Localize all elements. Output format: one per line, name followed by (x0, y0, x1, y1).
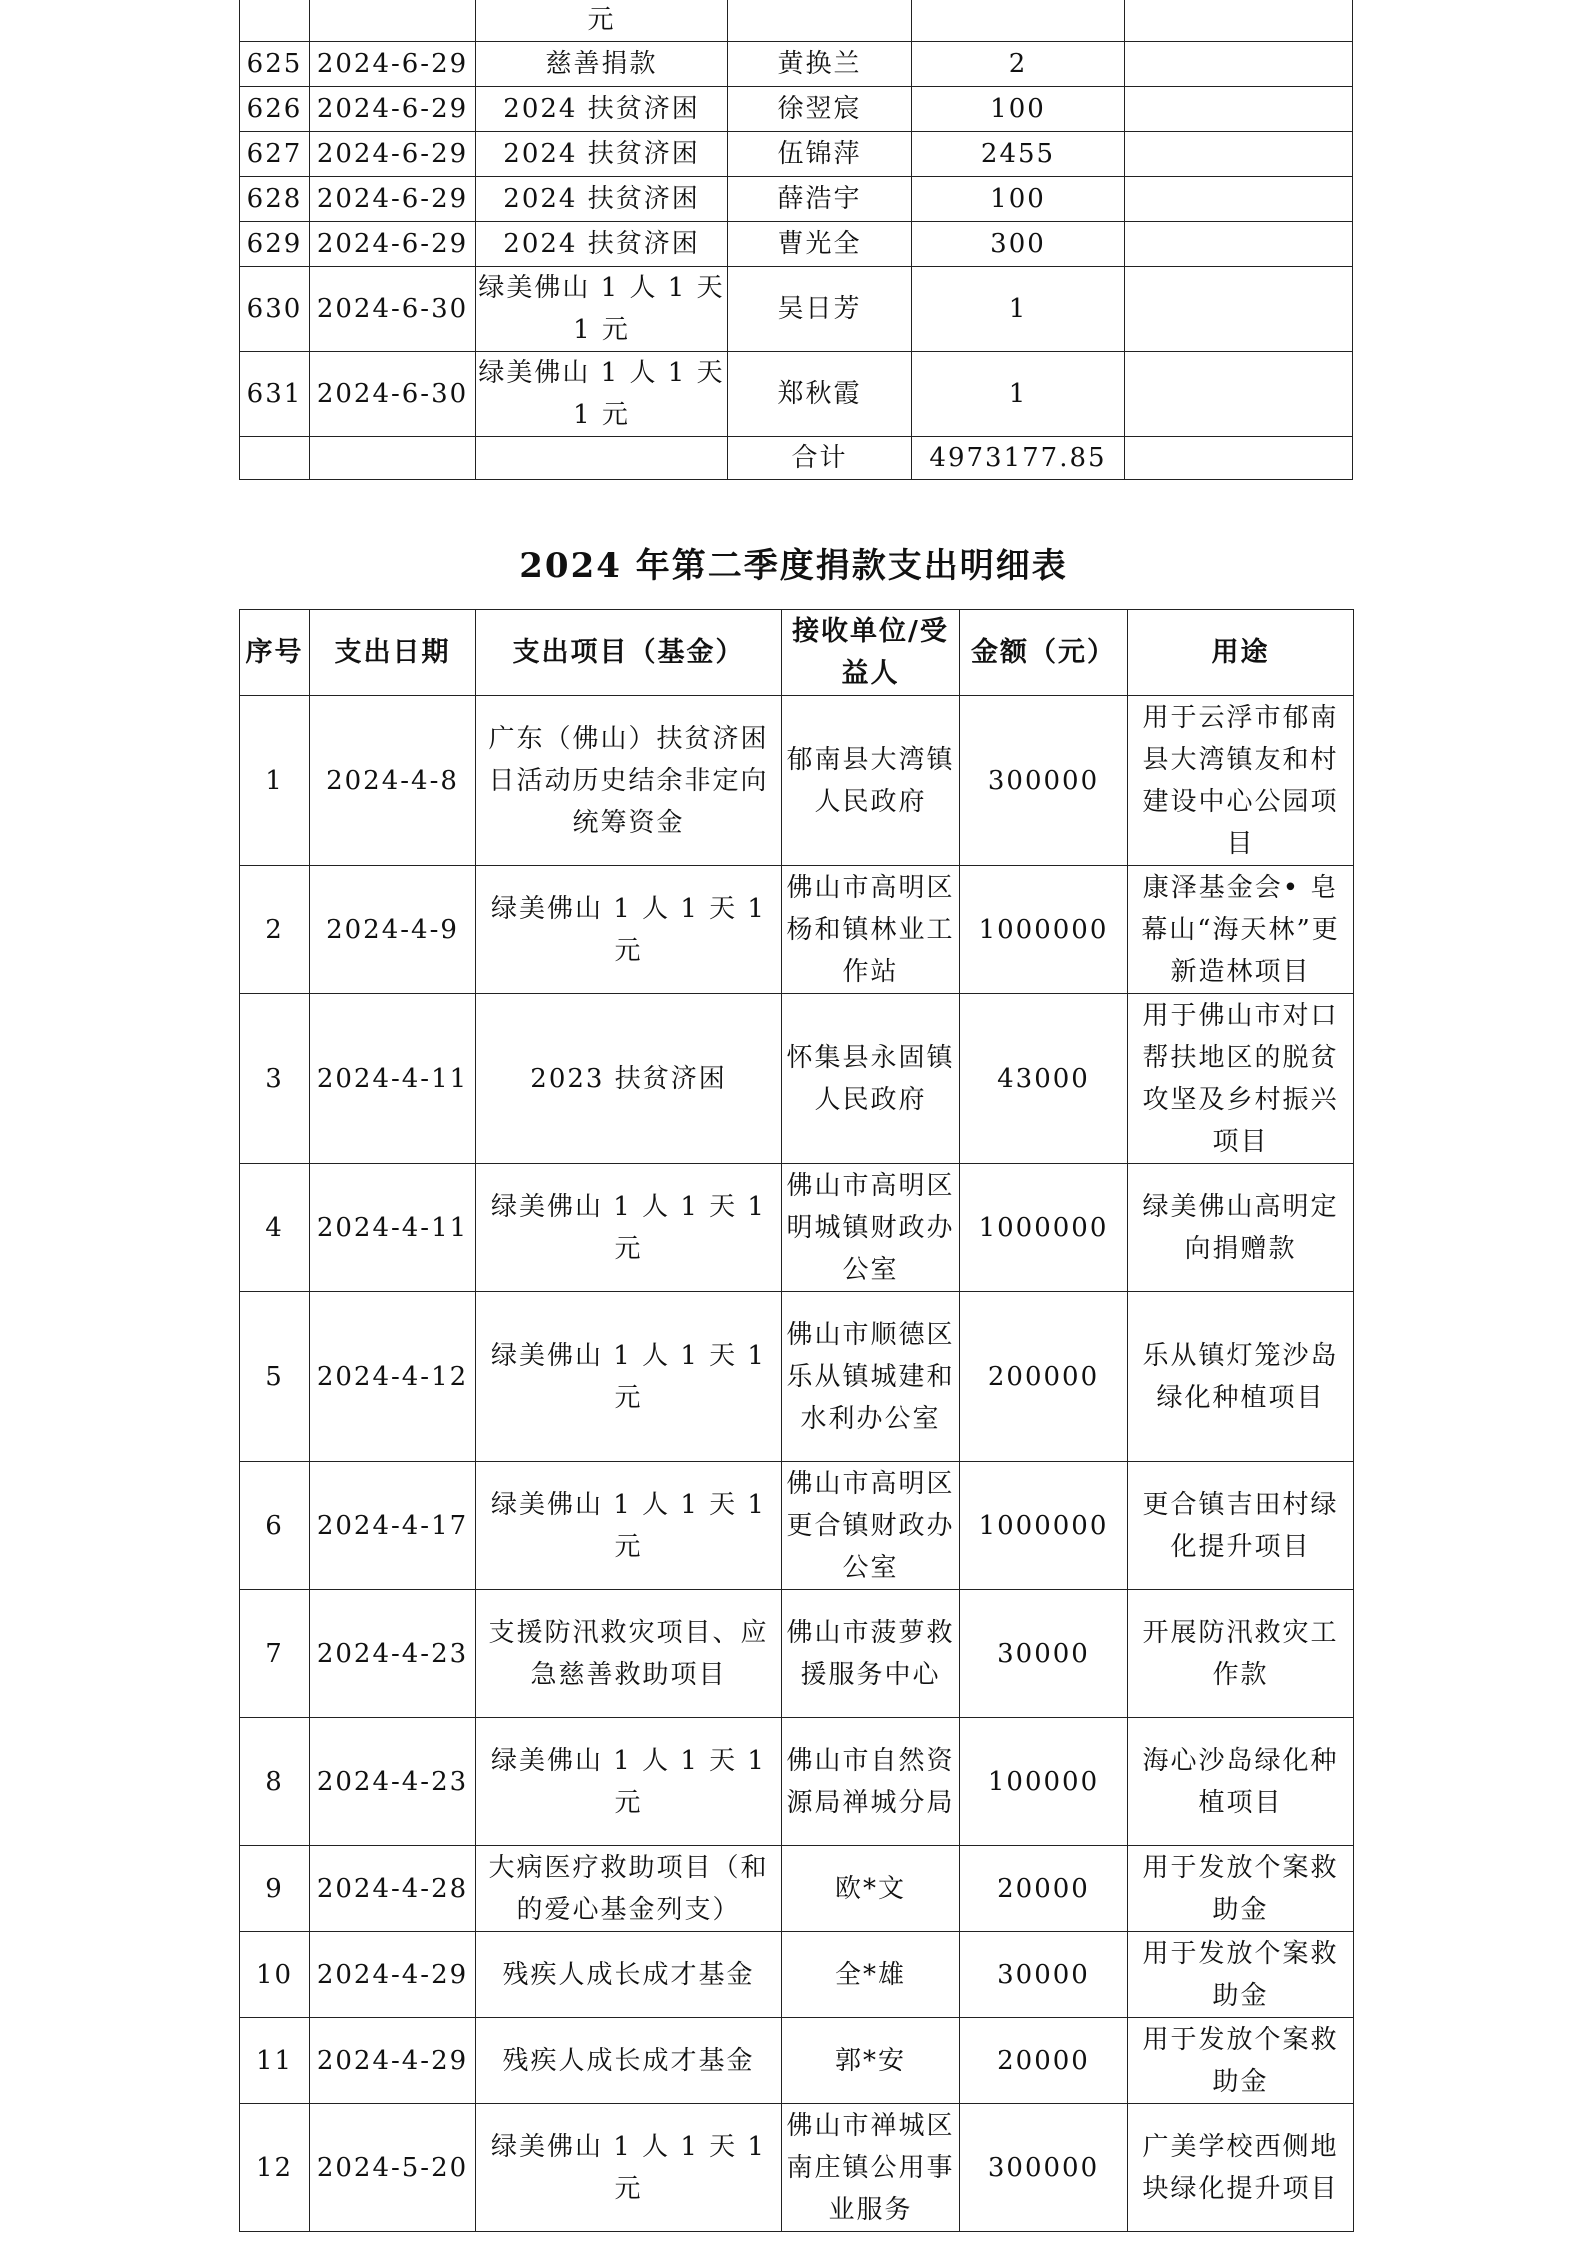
table-header-row (240, 610, 1354, 696)
no-cell: 6 (240, 1462, 310, 1590)
recipient-cell: 怀集县永固镇人民政府 (782, 994, 960, 1164)
usage-cell: 广美学校西侧地块绿化提升项目 (1128, 2104, 1354, 2232)
date-cell: 2024-4-11 (310, 1164, 476, 1292)
project-cell: 绿美佛山 1 人 1 天 1 元 (476, 1292, 782, 1462)
amount-cell: 1 (912, 352, 1125, 437)
project-cell: 绿美佛山 1 人 1 天 1 元 (476, 352, 728, 437)
usage-cell: 更合镇吉田村绿化提升项目 (1128, 1462, 1354, 1590)
project-cell: 2024 扶贫济困 (476, 177, 728, 222)
recipient-cell: 欧*文 (782, 1846, 960, 1932)
note-cell (1125, 42, 1353, 87)
donation-income-table (239, 0, 1353, 480)
usage-cell: 绿美佛山高明定向捐赠款 (1128, 1164, 1354, 1292)
note-cell (1125, 352, 1353, 437)
note-cell (1125, 132, 1353, 177)
donor-cell: 吴日芳 (728, 267, 912, 352)
table-row (240, 866, 1354, 994)
no-cell: 628 (240, 177, 310, 222)
no-cell: 630 (240, 267, 310, 352)
header-project: 支出项目（基金） (476, 610, 782, 696)
header-amount: 金额（元） (960, 610, 1128, 696)
usage-cell: 用于发放个案救助金 (1128, 2018, 1354, 2104)
amount-cell: 20000 (960, 2018, 1128, 2104)
project-cell: 绿美佛山 1 人 1 天 1 元 (476, 2104, 782, 2232)
amount-cell: 2455 (912, 132, 1125, 177)
usage-cell: 乐从镇灯笼沙岛绿化种植项目 (1128, 1292, 1354, 1462)
date-cell: 2024-4-12 (310, 1292, 476, 1462)
donor-cell: 徐翌宸 (728, 87, 912, 132)
project-cell: 绿美佛山 1 人 1 天 1 元 (476, 267, 728, 352)
amount-cell: 43000 (960, 994, 1128, 1164)
total-row (240, 437, 1353, 480)
project-cell: 支援防汛救灾项目、应急慈善救助项目 (476, 1590, 782, 1718)
amount-cell: 200000 (960, 1292, 1128, 1462)
usage-cell: 康泽基金会• 皂幕山“海天林”更新造林项目 (1128, 866, 1354, 994)
usage-cell: 用于佛山市对口帮扶地区的脱贫攻坚及乡村振兴项目 (1128, 994, 1354, 1164)
project-cell: 绿美佛山 1 人 1 天 1 元 (476, 1462, 782, 1590)
date-cell: 2024-6-29 (310, 222, 476, 267)
note-cell (1125, 222, 1353, 267)
amount-cell: 1 (912, 267, 1125, 352)
project-cell: 广东（佛山）扶贫济困日活动历史结余非定向统筹资金 (476, 696, 782, 866)
no-cell: 625 (240, 42, 310, 87)
project-cell: 大病医疗救助项目（和的爱心基金列支） (476, 1846, 782, 1932)
no-cell: 7 (240, 1590, 310, 1718)
date-cell: 2024-6-29 (310, 42, 476, 87)
recipient-cell: 佛山市高明区明城镇财政办公室 (782, 1164, 960, 1292)
recipient-cell: 佛山市顺德区乐从镇城建和水利办公室 (782, 1292, 960, 1462)
date-cell: 2024-6-29 (310, 177, 476, 222)
recipient-cell: 佛山市菠萝救援服务中心 (782, 1590, 960, 1718)
recipient-cell: 佛山市禅城区南庄镇公用事业服务 (782, 2104, 960, 2232)
amount-cell: 2 (912, 42, 1125, 87)
recipient-cell: 郁南县大湾镇人民政府 (782, 696, 960, 866)
amount-cell: 1000000 (960, 866, 1128, 994)
header-no: 序号 (240, 610, 310, 696)
date-cell: 2024-4-29 (310, 1932, 476, 2018)
no-cell: 5 (240, 1292, 310, 1462)
note-cell (1125, 267, 1353, 352)
donor-cell: 薛浩宇 (728, 177, 912, 222)
no-cell: 9 (240, 1846, 310, 1932)
donor-cell: 伍锦萍 (728, 132, 912, 177)
amount-cell: 100 (912, 87, 1125, 132)
amount-cell: 30000 (960, 1590, 1128, 1718)
usage-cell: 用于发放个案救助金 (1128, 1846, 1354, 1932)
usage-cell: 海心沙岛绿化种植项目 (1128, 1718, 1354, 1846)
recipient-cell: 郭*安 (782, 2018, 960, 2104)
amount-cell: 300000 (960, 696, 1128, 866)
amount-cell: 100 (912, 177, 1125, 222)
table-row (240, 267, 1353, 352)
date-cell: 2024-4-23 (310, 1590, 476, 1718)
recipient-cell: 全*雄 (782, 1932, 960, 2018)
recipient-cell: 佛山市高明区更合镇财政办公室 (782, 1462, 960, 1590)
table-row (240, 1292, 1354, 1462)
table-row (240, 1590, 1354, 1718)
table-row (240, 132, 1353, 177)
table-row (240, 994, 1354, 1164)
amount-cell: 300 (912, 222, 1125, 267)
table-row (240, 87, 1353, 132)
table-row (240, 2018, 1354, 2104)
project-cell: 残疾人成长成才基金 (476, 1932, 782, 2018)
header-date: 支出日期 (310, 610, 476, 696)
project-cell: 绿美佛山 1 人 1 天 1 元 (476, 1718, 782, 1846)
total-amount: 4973177.85 (912, 437, 1125, 480)
table-row (240, 352, 1353, 437)
table-row (240, 177, 1353, 222)
no-cell: 626 (240, 87, 310, 132)
page-title: 2024 年第二季度捐款支出明细表 (519, 546, 1068, 586)
no-cell: 12 (240, 2104, 310, 2232)
date-cell: 2024-4-28 (310, 1846, 476, 1932)
date-cell: 2024-6-29 (310, 132, 476, 177)
donor-cell: 曹光全 (728, 222, 912, 267)
project-cell: 慈善捐款 (476, 42, 728, 87)
table-row (240, 1932, 1354, 2018)
no-cell: 631 (240, 352, 310, 437)
header-usage: 用途 (1128, 610, 1354, 696)
date-cell: 2024-4-17 (310, 1462, 476, 1590)
usage-cell: 开展防汛救灾工作款 (1128, 1590, 1354, 1718)
no-cell: 11 (240, 2018, 310, 2104)
table-row (240, 1164, 1354, 1292)
donor-cell: 黄换兰 (728, 42, 912, 87)
amount-cell: 100000 (960, 1718, 1128, 1846)
no-cell: 627 (240, 132, 310, 177)
note-cell (1125, 87, 1353, 132)
header-recipient: 接收单位/受益人 (782, 610, 960, 696)
project-cell: 残疾人成长成才基金 (476, 2018, 782, 2104)
amount-cell: 300000 (960, 2104, 1128, 2232)
date-cell: 2024-6-30 (310, 352, 476, 437)
date-cell: 2024-4-23 (310, 1718, 476, 1846)
project-cell: 2024 扶贫济困 (476, 87, 728, 132)
date-cell: 2024-4-9 (310, 866, 476, 994)
no-cell: 4 (240, 1164, 310, 1292)
table-row (240, 0, 1353, 42)
date-cell: 2024-4-8 (310, 696, 476, 866)
recipient-cell: 佛山市自然资源局禅城分局 (782, 1718, 960, 1846)
table-row (240, 2104, 1354, 2232)
date-cell: 2024-6-30 (310, 267, 476, 352)
no-cell: 8 (240, 1718, 310, 1846)
project-cell: 2024 扶贫济困 (476, 222, 728, 267)
amount-cell: 1000000 (960, 1164, 1128, 1292)
no-cell: 629 (240, 222, 310, 267)
usage-cell: 用于云浮市郁南县大湾镇友和村建设中心公园项目 (1128, 696, 1354, 866)
table-row (240, 696, 1354, 866)
table-row (240, 1846, 1354, 1932)
no-cell: 1 (240, 696, 310, 866)
table-row (240, 1462, 1354, 1590)
no-cell: 10 (240, 1932, 310, 2018)
amount-cell: 20000 (960, 1846, 1128, 1932)
amount-cell: 1000000 (960, 1462, 1128, 1590)
date-cell: 2024-4-29 (310, 2018, 476, 2104)
date-cell: 2024-4-11 (310, 994, 476, 1164)
date-cell: 2024-5-20 (310, 2104, 476, 2232)
recipient-cell: 佛山市高明区杨和镇林业工作站 (782, 866, 960, 994)
project-cell: 2024 扶贫济困 (476, 132, 728, 177)
amount-cell: 30000 (960, 1932, 1128, 2018)
note-cell (1125, 177, 1353, 222)
project-cell: 元 (476, 0, 728, 42)
total-label: 合计 (728, 437, 912, 480)
no-cell: 3 (240, 994, 310, 1164)
no-cell: 2 (240, 866, 310, 994)
project-cell: 绿美佛山 1 人 1 天 1 元 (476, 866, 782, 994)
donor-cell: 郑秋霞 (728, 352, 912, 437)
table-row (240, 42, 1353, 87)
table-row (240, 222, 1353, 267)
table-row (240, 1718, 1354, 1846)
project-cell: 绿美佛山 1 人 1 天 1 元 (476, 1164, 782, 1292)
project-cell: 2023 扶贫济困 (476, 994, 782, 1164)
usage-cell: 用于发放个案救助金 (1128, 1932, 1354, 2018)
expense-table (239, 609, 1354, 2232)
date-cell: 2024-6-29 (310, 87, 476, 132)
